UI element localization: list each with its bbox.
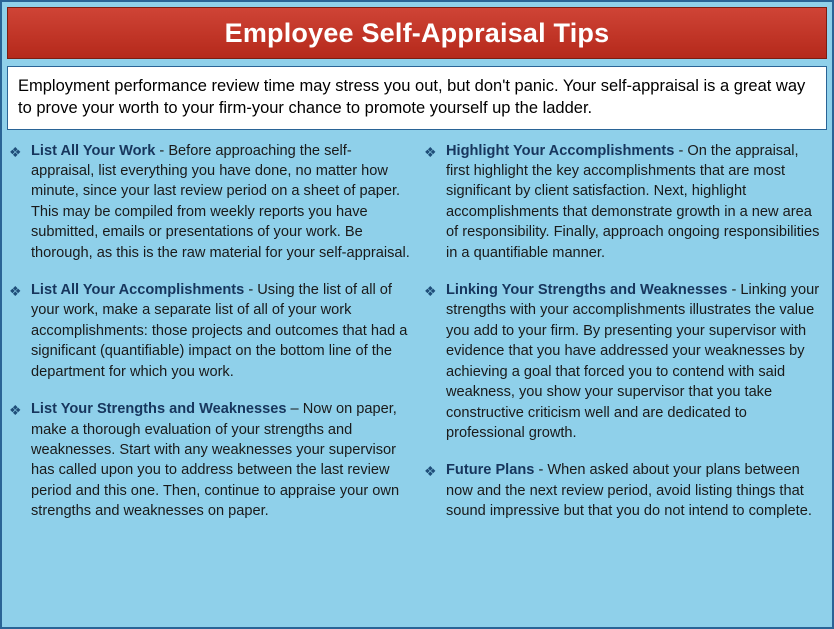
- title-bar: [7, 7, 827, 59]
- list-item: [9, 399, 410, 522]
- tip-title: Highlight Your Accomplishments: [446, 142, 675, 159]
- tip-title: Future Plans: [446, 462, 535, 479]
- list-item: [9, 141, 410, 264]
- tip-body: [31, 141, 410, 264]
- list-item: [424, 141, 825, 264]
- tips-columns: [7, 137, 827, 622]
- tip-title: List All Your Accomplishments: [31, 282, 245, 299]
- tip-body: [31, 280, 410, 382]
- intro-text: Employment performance review time may stress you out, but don't panic. Your self-appraisal is a great way to prove your worth to your firm-your chance to promote yourself up the ladder.: [18, 77, 806, 118]
- tip-text: Before approaching the self-appraisal, list everything you have done, no matter how minute, since your last review period on a sheet of paper. This may be compiled from weekly reports you have submitted, emails or presentations of your work. Be thorough, as this is the raw material for your self-appraisal.: [31, 142, 410, 261]
- tip-text: Now on paper, make a thorough evaluation of your strengths and weaknesses. Start with any weaknesses your supervisor has called upon you to address between the last review period and this one. Then, continue to appraise your own strengths and weaknesses on paper.: [31, 401, 400, 520]
- tip-separator: -: [727, 282, 741, 299]
- tip-title: List All Your Work: [31, 142, 156, 159]
- tip-separator: -: [674, 142, 688, 159]
- tip-separator: –: [286, 401, 303, 418]
- list-item: [9, 280, 410, 382]
- tips-column-left: [9, 141, 410, 620]
- tip-body: [446, 280, 825, 443]
- list-item: [424, 280, 825, 443]
- tips-column-right: [424, 141, 825, 620]
- diamond-bullet-icon: ❖: [424, 463, 437, 480]
- list-item: [424, 460, 825, 521]
- tip-separator: -: [155, 142, 169, 159]
- tip-title: List Your Strengths and Weaknesses: [31, 401, 287, 418]
- tip-body: [446, 141, 825, 264]
- intro-box: [7, 66, 827, 130]
- diamond-bullet-icon: ❖: [9, 402, 22, 419]
- tip-separator: -: [534, 462, 548, 479]
- diamond-bullet-icon: ❖: [424, 283, 437, 300]
- tip-text: Using the list of all of your work, make a separate list of all of your work accomplishments: those projects and outcomes that had a significant (quantifiable) impact on the bottom line of the department for which you work.: [31, 282, 408, 380]
- diamond-bullet-icon: ❖: [9, 143, 22, 160]
- tip-separator: -: [244, 282, 258, 299]
- tip-body: [446, 460, 825, 521]
- diamond-bullet-icon: ❖: [9, 283, 22, 300]
- tip-text: Linking your strengths with your accomplishments illustrates the value you add to your firm. By presenting your supervisor with evidence that you have addressed your weaknesses by achieving a goal that forced you to contend with said weakness, you show your supervisor that you take constructive criticism well and are dedicated to professional growth.: [446, 282, 820, 442]
- tip-text: On the appraisal, first highlight the key accomplishments that are most significant by client satisfaction. Next, highlight accomplishments that demonstrate growth in a new area of responsibility. Finally, approach ongoing responsibilities in a quantifiable manner.: [446, 142, 820, 261]
- tip-body: [31, 399, 410, 522]
- tip-title: Linking Your Strengths and Weaknesses: [446, 282, 728, 299]
- page-title: Employee Self-Appraisal Tips: [224, 17, 610, 48]
- tip-text: When asked about your plans between now and the next review period, avoid listing things that sound impressive but that you do not intend to complete.: [446, 462, 812, 520]
- diamond-bullet-icon: ❖: [424, 143, 437, 160]
